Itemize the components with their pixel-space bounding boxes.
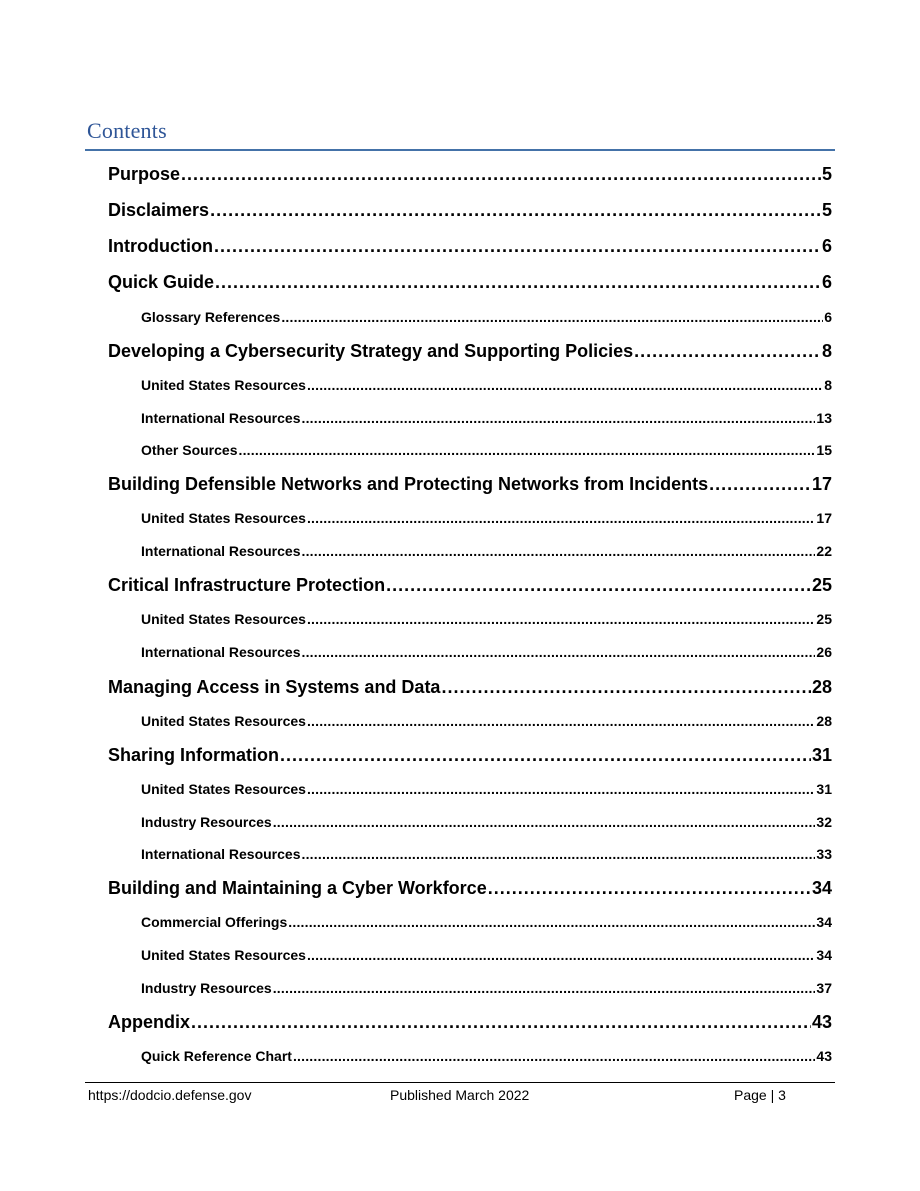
toc-page-number: 8 — [821, 341, 832, 361]
dot-leader — [307, 510, 815, 526]
toc-subentry[interactable] — [141, 914, 832, 930]
toc-entry-label: Critical Infrastructure Protection — [108, 575, 386, 595]
toc-page-number: 6 — [821, 272, 832, 292]
toc-page-number: 13 — [816, 410, 832, 426]
toc-page-number: 26 — [816, 644, 832, 660]
toc-entry-label: International Resources — [141, 644, 301, 660]
toc-page-number: 25 — [811, 575, 832, 595]
toc-page-number: 6 — [821, 236, 832, 256]
toc-entry-label: United States Resources — [141, 377, 306, 393]
toc-subentry[interactable] — [141, 644, 832, 660]
toc-page-number: 33 — [816, 846, 832, 862]
toc-page-number: 5 — [821, 164, 832, 184]
dot-leader — [634, 341, 821, 362]
toc-entry-label: Industry Resources — [141, 814, 272, 830]
footer-url[interactable]: https://dodcio.defense.gov — [88, 1087, 252, 1103]
toc-entry-label: United States Resources — [141, 510, 306, 526]
dot-leader — [215, 272, 821, 293]
dot-leader — [302, 410, 816, 426]
toc-entry-label: Glossary References — [141, 309, 281, 325]
toc-page-number: 28 — [816, 713, 832, 729]
toc-subentry[interactable] — [141, 1048, 832, 1064]
toc-entry-label: Purpose — [108, 164, 181, 184]
dot-leader — [191, 1012, 811, 1033]
dot-leader — [288, 914, 815, 930]
toc-entry-label: Quick Reference Chart — [141, 1048, 292, 1064]
dot-leader — [307, 377, 823, 393]
toc-entry-label: International Resources — [141, 543, 301, 559]
toc-entry[interactable] — [108, 236, 832, 257]
toc-page-number: 5 — [821, 200, 832, 220]
toc-entry-label: Developing a Cybersecurity Strategy and Supporting Policies — [108, 341, 634, 361]
toc-subentry[interactable] — [141, 781, 832, 797]
dot-leader — [488, 878, 811, 899]
toc-entry-label: United States Resources — [141, 947, 306, 963]
page-title: Contents — [87, 118, 167, 143]
dot-leader — [281, 309, 823, 325]
toc-subentry[interactable] — [141, 611, 832, 627]
footer-published: Published March 2022 — [390, 1087, 530, 1103]
toc-subentry[interactable] — [141, 713, 832, 729]
toc-page-number: 34 — [811, 878, 832, 898]
toc-page-number: 37 — [816, 980, 832, 996]
toc-entry[interactable] — [108, 200, 832, 221]
toc-page-number: 17 — [816, 510, 832, 526]
toc-entry-label: Appendix — [108, 1012, 191, 1032]
toc-subentry[interactable] — [141, 846, 832, 862]
dot-leader — [214, 236, 821, 257]
toc-entry[interactable] — [108, 1012, 832, 1033]
toc-subentry[interactable] — [141, 510, 832, 526]
dot-leader — [210, 200, 821, 221]
toc-entry-label: United States Resources — [141, 713, 306, 729]
toc-page-number: 6 — [824, 309, 832, 325]
toc-entry[interactable] — [108, 575, 832, 596]
toc-page-number: 34 — [816, 947, 832, 963]
toc-entry[interactable] — [108, 341, 832, 362]
toc-page-number: 31 — [811, 745, 832, 765]
dot-leader — [386, 575, 811, 596]
toc-entry-label: Sharing Information — [108, 745, 279, 765]
toc-entry-label: Managing Access in Systems and Data — [108, 677, 441, 697]
footer-divider — [85, 1082, 835, 1083]
toc-entry-label: Industry Resources — [141, 980, 272, 996]
dot-leader — [302, 846, 816, 862]
toc-entry-label: Other Sources — [141, 442, 238, 458]
footer-page-number: Page | 3 — [734, 1087, 786, 1103]
dot-leader — [181, 164, 821, 185]
toc-page-number: 31 — [816, 781, 832, 797]
toc-entry[interactable] — [108, 272, 832, 293]
dot-leader — [709, 474, 811, 495]
dot-leader — [307, 947, 815, 963]
dot-leader — [273, 814, 816, 830]
toc-page-number: 17 — [811, 474, 832, 494]
toc-page-number: 28 — [811, 677, 832, 697]
toc-entry-label: United States Resources — [141, 611, 306, 627]
dot-leader — [238, 442, 815, 458]
dot-leader — [280, 745, 811, 766]
toc-page-number: 22 — [816, 543, 832, 559]
dot-leader — [302, 644, 816, 660]
toc-entry-label: Introduction — [108, 236, 213, 256]
toc-page-number: 34 — [816, 914, 832, 930]
dot-leader — [307, 781, 815, 797]
toc-page-number: 32 — [816, 814, 832, 830]
toc-page-number: 43 — [816, 1048, 832, 1064]
toc-subentry[interactable] — [141, 377, 832, 393]
toc-subentry[interactable] — [141, 814, 832, 830]
title-divider — [85, 149, 835, 151]
toc-entry-label: Quick Guide — [108, 272, 215, 292]
toc-subentry[interactable] — [141, 947, 832, 963]
toc-entry-label: Building and Maintaining a Cyber Workforce — [108, 878, 487, 898]
toc-entry[interactable] — [108, 878, 832, 899]
toc-subentry[interactable] — [141, 980, 832, 996]
toc-entry-label: International Resources — [141, 846, 301, 862]
toc-entry-label: United States Resources — [141, 781, 306, 797]
toc-entry-label: International Resources — [141, 410, 301, 426]
dot-leader — [273, 980, 816, 996]
dot-leader — [307, 611, 815, 627]
toc-subentry[interactable] — [141, 410, 832, 426]
dot-leader — [293, 1048, 815, 1064]
toc-page-number: 25 — [816, 611, 832, 627]
toc-page-number: 15 — [816, 442, 832, 458]
dot-leader — [302, 543, 816, 559]
toc-entry[interactable] — [108, 745, 832, 766]
toc-entry[interactable] — [108, 474, 832, 495]
toc-entry-label: Building Defensible Networks and Protecting Networks from Incidents — [108, 474, 709, 494]
toc-entry[interactable] — [108, 164, 832, 185]
toc-page-number: 43 — [811, 1012, 832, 1032]
dot-leader — [441, 677, 811, 698]
toc-page-number: 8 — [824, 377, 832, 393]
toc-entry-label: Disclaimers — [108, 200, 210, 220]
toc-subentry[interactable] — [141, 309, 832, 325]
dot-leader — [307, 713, 815, 729]
toc-entry-label: Commercial Offerings — [141, 914, 288, 930]
toc-subentry[interactable] — [141, 442, 832, 458]
toc-entry[interactable] — [108, 677, 832, 698]
toc-subentry[interactable] — [141, 543, 832, 559]
